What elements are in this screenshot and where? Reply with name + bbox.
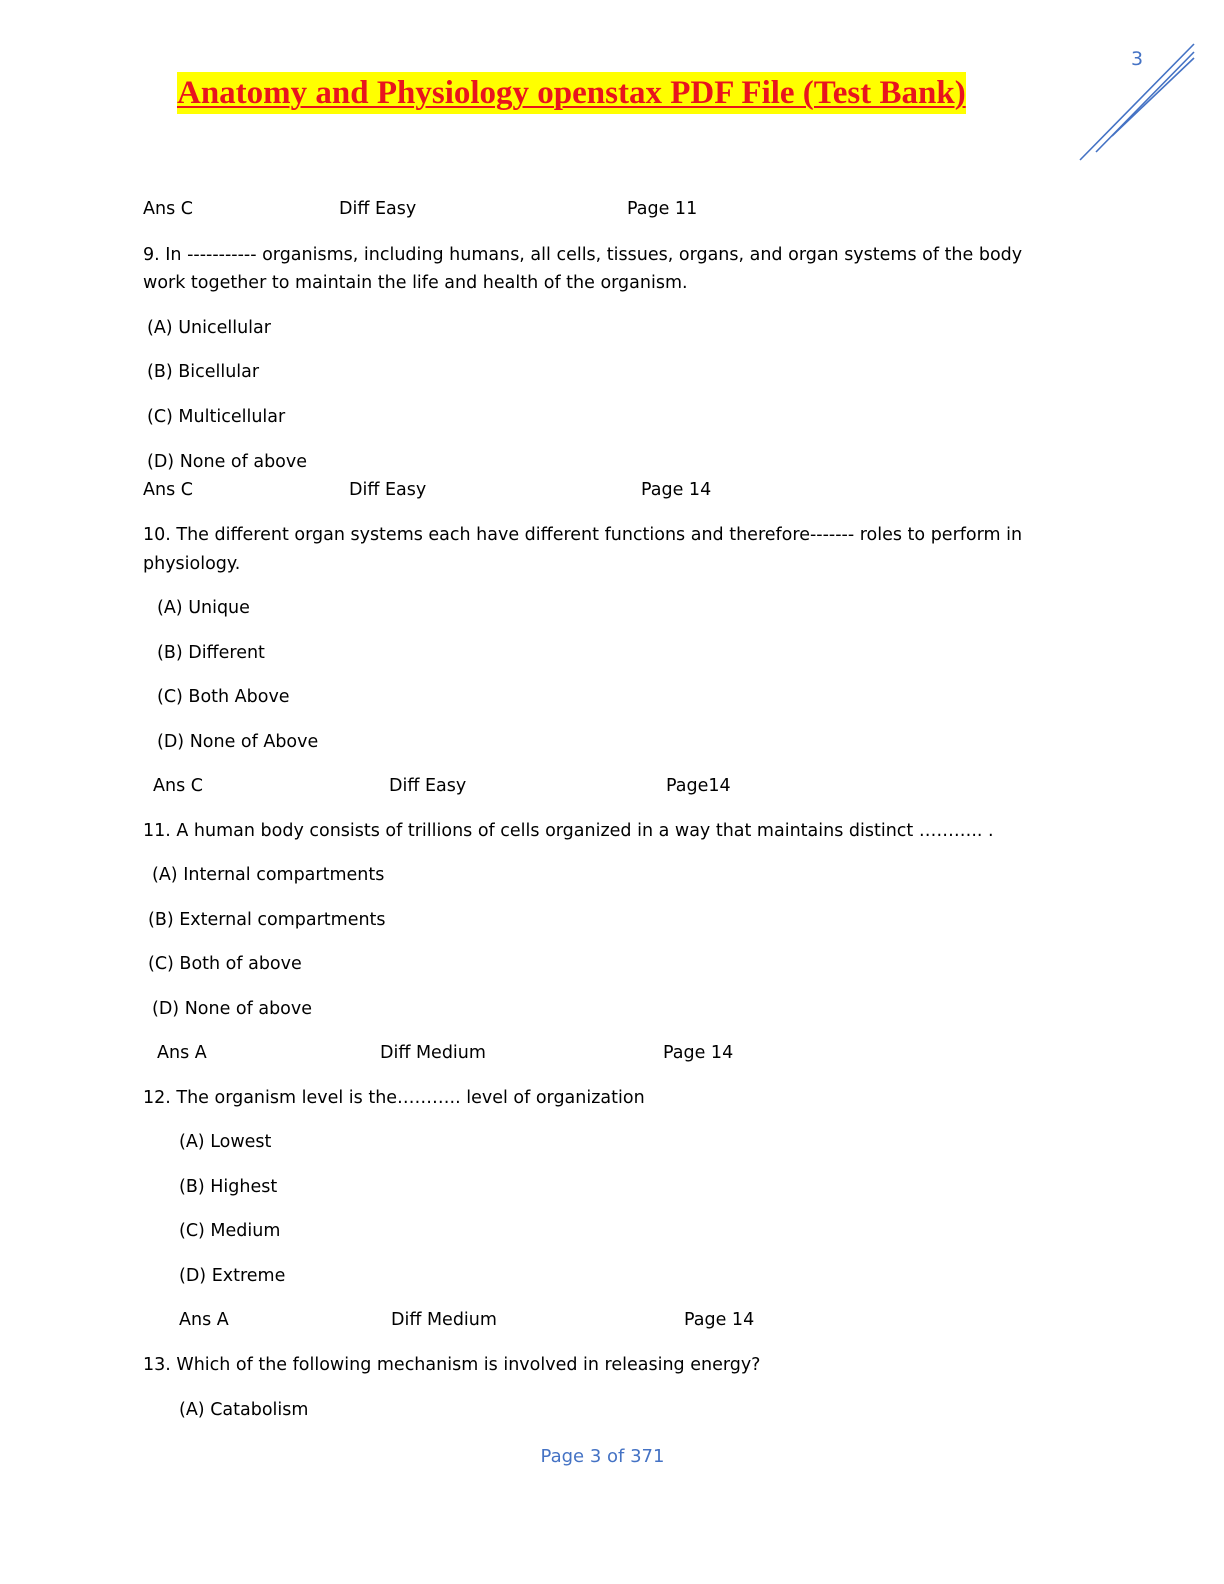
page-ref-label: Page 11 <box>627 199 698 219</box>
answer-label: Ans C <box>143 480 193 500</box>
page-footer: Page 3 of 371 <box>540 1446 665 1467</box>
answer-label: Ans A <box>179 1310 229 1330</box>
option-d: (D) None of above <box>152 999 313 1019</box>
document-title: Anatomy and Physiology openstax PDF File (Test Bank) <box>177 72 966 114</box>
question-12-line-1: 12. The organism level is the……….. level of organization <box>143 1088 645 1108</box>
option-c: (C) Both of above <box>148 954 302 974</box>
difficulty-label: Diff Medium <box>380 1043 486 1063</box>
option-c: (C) Both Above <box>157 687 290 707</box>
question-11-line-1: 11. A human body consists of trillions of cells organized in a way that maintains distinct ……….. . <box>143 821 994 841</box>
option-a: (A) Catabolism <box>179 1400 309 1420</box>
page-ref-label: Page 14 <box>663 1043 734 1063</box>
question-9-line-1: 9. In ----------- organisms, including humans, all cells, tissues, organs, and organ systems of the body <box>143 245 1023 265</box>
question-10-line-1: 10. The different organ systems each have different functions and therefore------- roles to perform in <box>143 525 1023 545</box>
difficulty-label: Diff Medium <box>391 1310 497 1330</box>
answer-label: Ans C <box>153 776 203 796</box>
option-b: (B) Highest <box>179 1177 278 1197</box>
option-c: (C) Medium <box>179 1221 281 1241</box>
option-a: (A) Lowest <box>179 1132 272 1152</box>
option-d: (D) None of Above <box>157 732 319 752</box>
question-13-line-1: 13. Which of the following mechanism is involved in releasing energy? <box>143 1355 761 1375</box>
answer-label: Ans C <box>143 199 193 219</box>
option-d: (D) Extreme <box>179 1266 286 1286</box>
page-ref-label: Page 14 <box>684 1310 755 1330</box>
page-ref-label: Page14 <box>666 776 731 796</box>
option-b: (B) Different <box>157 643 265 663</box>
option-a: (A) Internal compartments <box>152 865 385 885</box>
corner-lines-decoration <box>1070 38 1200 168</box>
difficulty-label: Diff Easy <box>349 480 427 500</box>
option-a: (A) Unicellular <box>147 318 271 338</box>
option-c: (C) Multicellular <box>147 407 286 427</box>
answer-label: Ans A <box>157 1043 207 1063</box>
option-b: (B) External compartments <box>148 910 386 930</box>
option-d: (D) None of above <box>147 452 308 472</box>
question-9-line-2: work together to maintain the life and health of the organism. <box>143 273 688 293</box>
question-10-line-2: physiology. <box>143 554 241 574</box>
difficulty-label: Diff Easy <box>389 776 467 796</box>
difficulty-label: Diff Easy <box>339 199 417 219</box>
page-ref-label: Page 14 <box>641 480 712 500</box>
page-number: 3 <box>1131 48 1144 70</box>
option-a: (A) Unique <box>157 598 250 618</box>
option-b: (B) Bicellular <box>147 362 260 382</box>
